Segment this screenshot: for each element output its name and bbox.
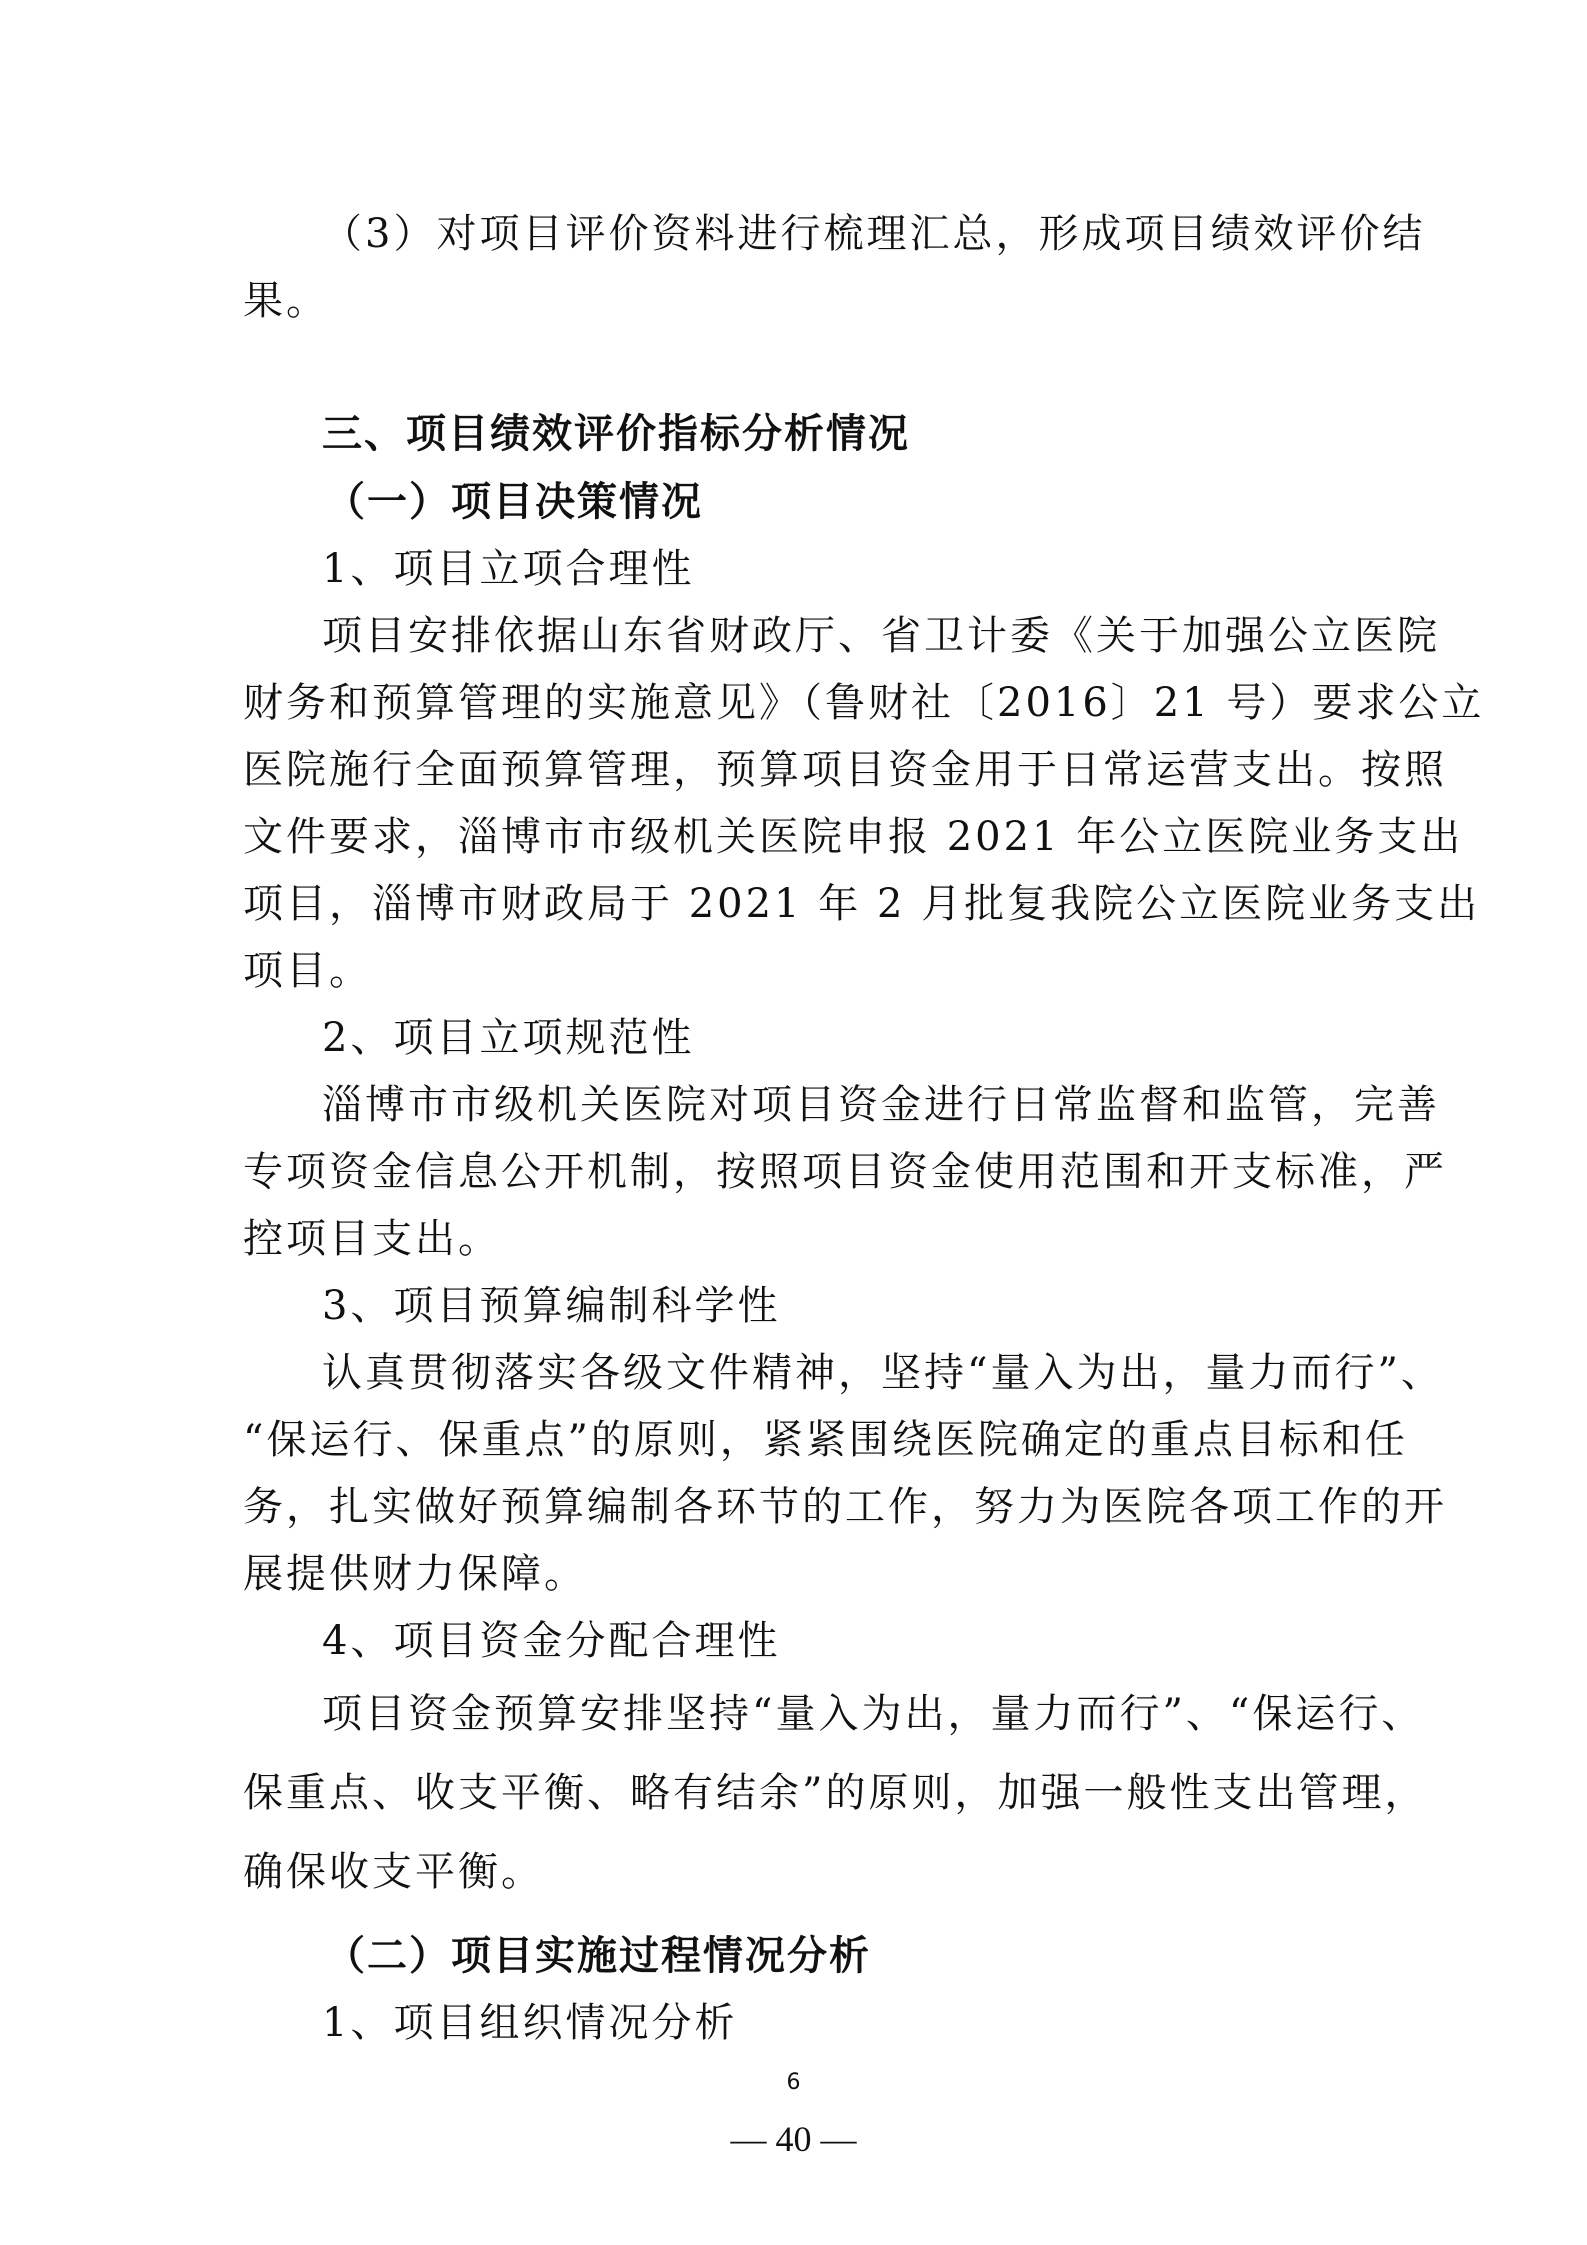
subsection-heading: （一）项目决策情况 [325, 479, 703, 525]
paragraph-line: 果。 [243, 278, 329, 324]
item-heading: 4、项目资金分配合理性 [322, 1618, 781, 1664]
item-heading: 1、项目组织情况分析 [322, 2000, 738, 2046]
paragraph-line: 项目，淄博市财政局于 2021 年 2 月批复我院公立医院业务支出 [243, 881, 1481, 927]
paragraph-line: 财务和预算管理的实施意见》（鲁财社〔2016〕21 号）要求公立 [243, 680, 1485, 726]
subsection-heading: （二）项目实施过程情况分析 [325, 1933, 871, 1979]
item-heading: 2、项目立项规范性 [322, 1015, 695, 1061]
paragraph-line: 展提供财力保障。 [243, 1551, 587, 1597]
page-number: — 40 — [730, 2119, 857, 2159]
paragraph-line: 保重点、收支平衡、略有结余”的原则，加强一般性支出管理， [243, 1770, 1428, 1816]
paragraph-line: 确保收支平衡。 [243, 1849, 544, 1895]
paragraph-line: 文件要求，淄博市市级机关医院申报 2021 年公立医院业务支出 [243, 814, 1464, 860]
item-heading: 1、项目立项合理性 [322, 546, 695, 592]
paragraph-line: 务，扎实做好预算编制各环节的工作，努力为医院各项工作的开 [243, 1484, 1447, 1530]
paragraph-line: 项目。 [243, 948, 372, 994]
paragraph-line: 淄博市市级机关医院对项目资金进行日常监督和监管，完善 [322, 1082, 1440, 1128]
paragraph-line: 项目安排依据山东省财政厅、省卫计委《关于加强公立医院 [322, 613, 1440, 659]
paragraph-line: 项目资金预算安排坚持“量入为出，量力而行”、“保运行、 [322, 1691, 1425, 1737]
page-number-small: 6 [786, 2070, 801, 2095]
paragraph-line: （3）对项目评价资料进行梳理汇总，形成项目绩效评价结 [322, 211, 1426, 257]
paragraph-line: 医院施行全面预算管理，预算项目资金用于日常运营支出。按照 [243, 747, 1447, 793]
paragraph-line: 控项目支出。 [243, 1216, 501, 1262]
item-heading: 3、项目预算编制科学性 [322, 1283, 781, 1329]
section-heading: 三、项目绩效评价指标分析情况 [322, 411, 910, 457]
paragraph-line: 专项资金信息公开机制，按照项目资金使用范围和开支标准，严 [243, 1149, 1447, 1195]
paragraph-line: “保运行、保重点”的原则，紧紧围绕医院确定的重点目标和任 [243, 1417, 1408, 1463]
paragraph-line: 认真贯彻落实各级文件精神，坚持“量入为出，量力而行”、 [322, 1350, 1444, 1396]
